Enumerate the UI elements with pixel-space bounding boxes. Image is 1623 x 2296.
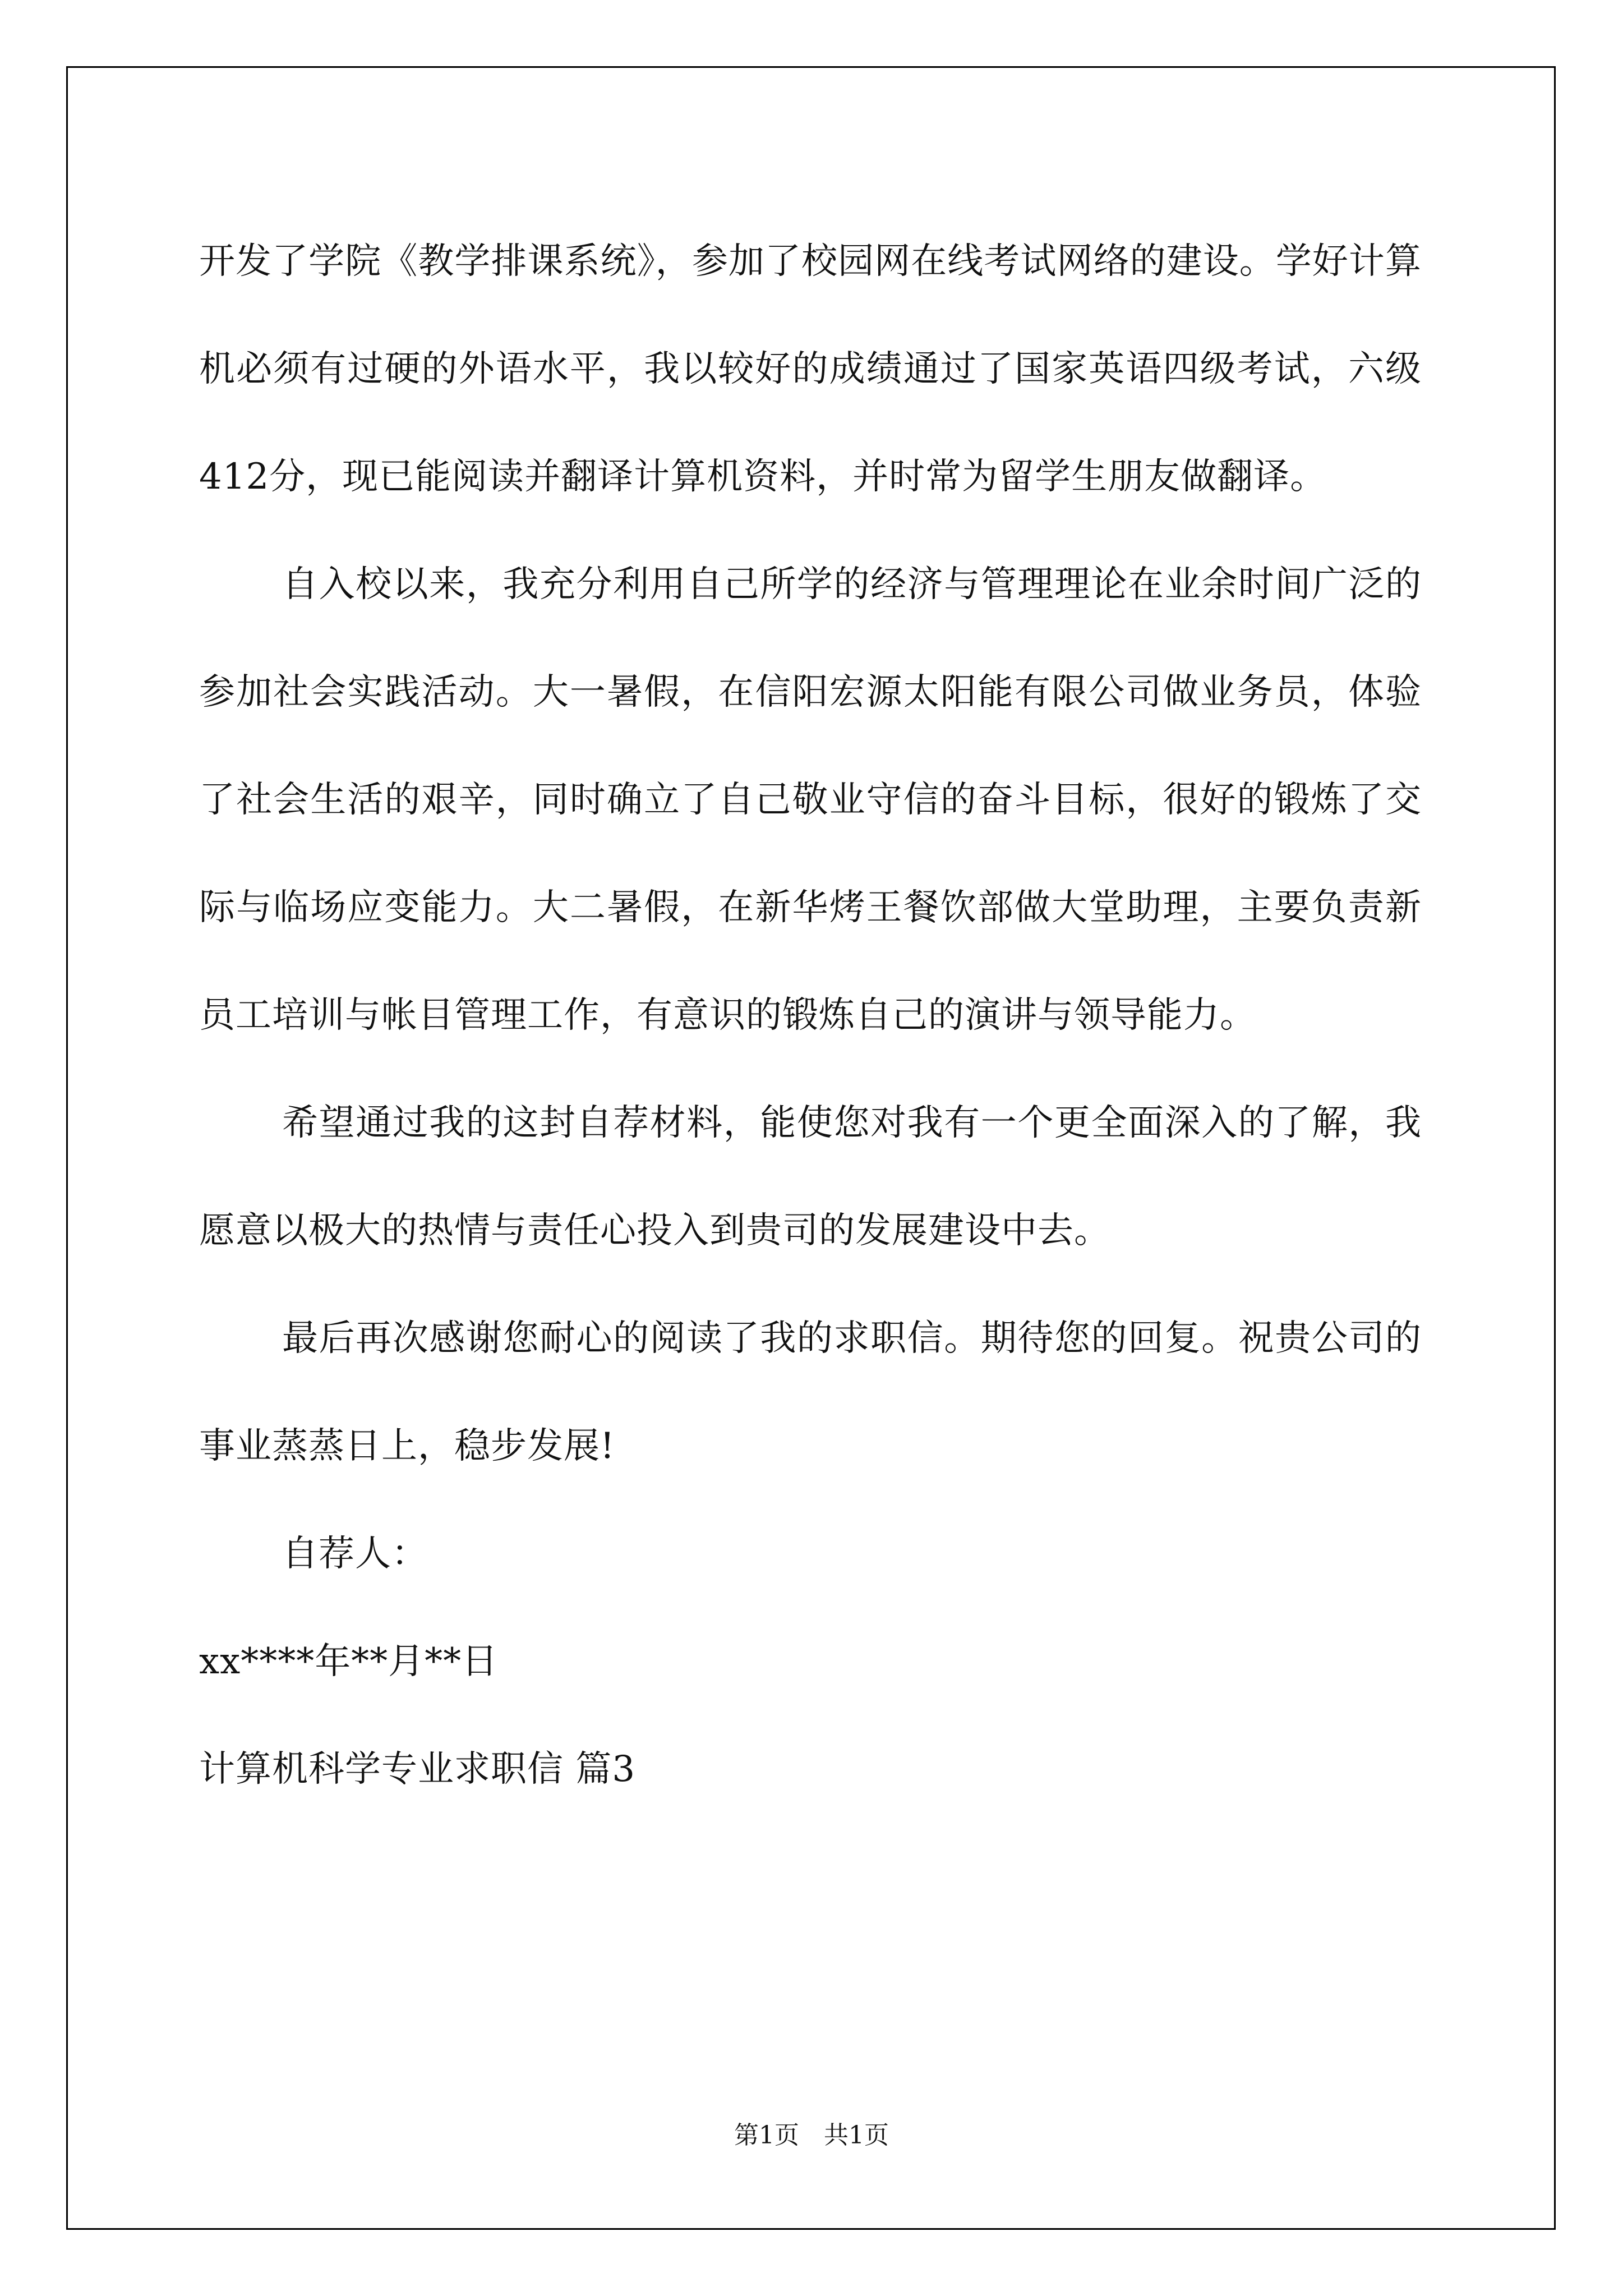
document-body — [199, 208, 1422, 1823]
paragraph-practice: 自入校以来，我充分利用自己所学的经济与管理理论在业余时间广泛的参加社会实践活动。大一暑假，在信阳宏源太阳能有限公司做业务员，体验了社会生活的艰辛，同时确立了自己敬业守信的奋斗目标，很好的锻炼了交际与临场应变能力。大二暑假，在新华烤王餐饮部做大堂助理，主要负责新员工培训与帐目管理工作，有意识的锻炼自己的演讲与领导能力。 — [199, 564, 1422, 1036]
next-section-title: 计算机科学专业求职信 篇3 — [199, 1749, 636, 1790]
paragraph-hope: 希望通过我的这封自荐材料，能使您对我有一个更全面深入的了解，我愿意以极大的热情与责任心投入到贵司的发展建设中去。 — [199, 1102, 1422, 1251]
paragraph-closing: 最后再次感谢您耐心的阅读了我的求职信。期待您的回复。祝贵公司的事业蒸蒸日上，稳步发展! — [199, 1318, 1422, 1467]
signature-label: 自荐人： — [282, 1533, 428, 1575]
page-footer: 第1页 共1页 — [734, 2121, 889, 2150]
paragraph-education: 开发了学院《教学排课系统》，参加了校园网在线考试网络的建设。学好计算机必须有过硬的外语水平，我以较好的成绩通过了国家英语四级考试，六级412分，现已能阅读并翻译计算机资料，并时常为留学生朋友做翻译。 — [199, 241, 1422, 498]
date-line: xx****年**月**日 — [199, 1641, 499, 1682]
